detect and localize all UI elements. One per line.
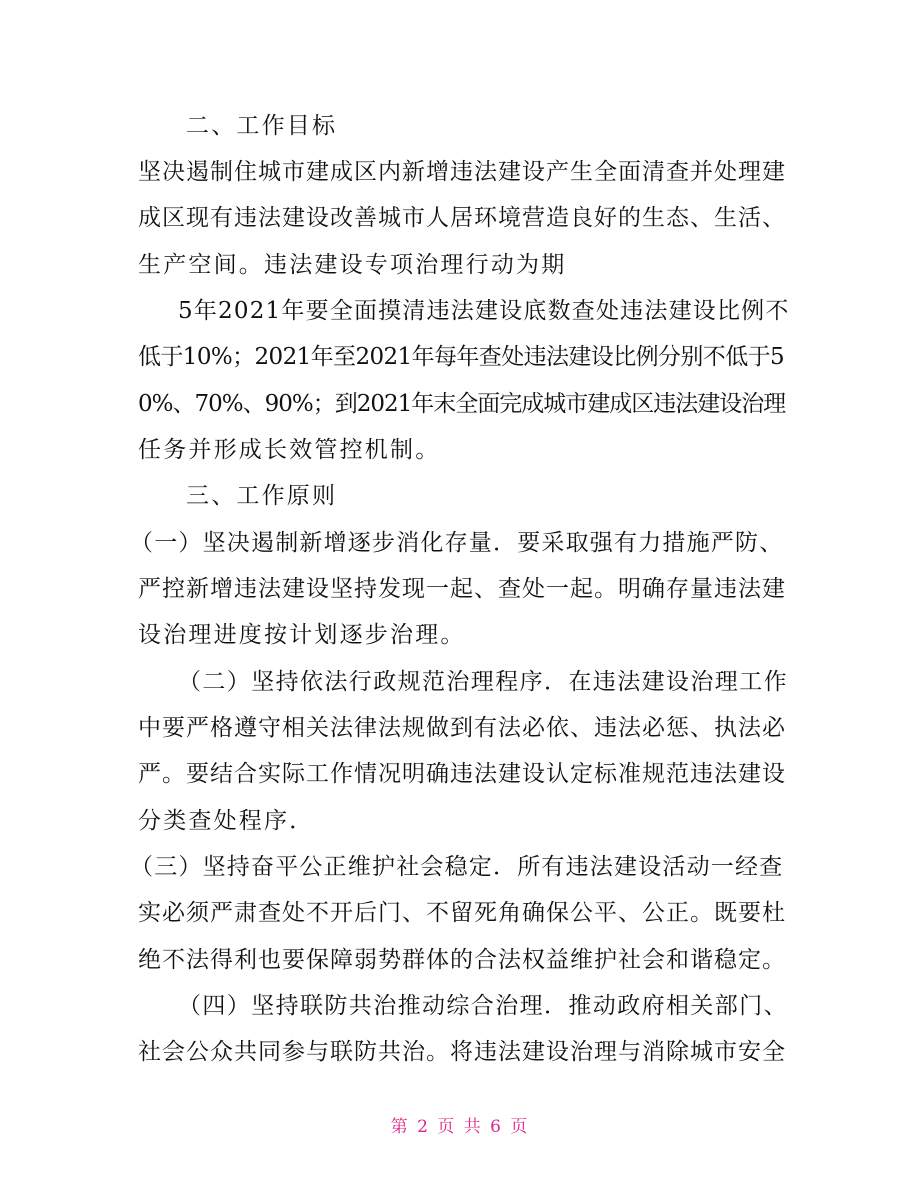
paragraph-line: （二）坚持依法行政规范治理程序．在违法建设治理工作 — [178, 669, 788, 695]
paragraph-line: （四）坚持联防共治推动综合治理．推动政府相关部门、 — [178, 993, 788, 1019]
section-heading-principles: 三、工作原则 — [186, 483, 338, 509]
paragraph-line: 中要严格遵守相关法律法规做到有法必依、违法必惩、执法必 — [138, 715, 786, 741]
paragraph-line: （三）坚持奋平公正维护社会稳定．所有违法建设活动一经查 — [130, 854, 784, 880]
paragraph-line: 坚决遏制住城市建成区内新增违法建设产生全面清查并处理建 — [138, 159, 786, 185]
paragraph-line: 实必须严肃查处不开后门、不留死角确保公平、公正。既要杜 — [138, 900, 786, 926]
paragraph-line: 生产空间。违法建设专项治理行动为期 — [138, 252, 567, 278]
page-number-footer: 第 2 页 共 6 页 — [390, 1117, 530, 1137]
paragraph-line: 5年2021年要全面摸清违法建设底数查处违法建设比例不 — [178, 298, 790, 324]
paragraph-line: 严。要结合实际工作情况明确违法建设认定标准规范违法建设 — [138, 761, 786, 787]
paragraph-line: 低于10%；2021年至2021年每年查处违法建设比例分别不低于5 — [138, 344, 785, 370]
paragraph-line: 设治理进度按计划逐步治理。 — [138, 622, 466, 648]
paragraph-line: 任务并形成长效管控机制。 — [138, 437, 441, 463]
paragraph-line: 绝不法得利也要保障弱势群体的合法权益维护社会和谐稳定。 — [138, 947, 786, 973]
paragraph-line: 成区现有违法建设改善城市人居环境营造良好的生态、生活、 — [138, 205, 786, 231]
paragraph-line: 分类查处程序． — [138, 808, 315, 834]
paragraph-line: 社会公众共同参与联防共治。将违法建设治理与消除城市安全 — [138, 1039, 786, 1065]
section-heading-goals: 二、工作目标 — [186, 113, 338, 139]
paragraph-line: （一）坚决遏制新增逐步消化存量．要采取强有力措施严防、 — [130, 530, 784, 556]
paragraph-line: 严控新增违法建设坚持发现一起、查处一起。明确存量违法建 — [138, 576, 786, 602]
paragraph-line: 0%、70%、90%；到2021年末全面完成城市建成区违法建设治理 — [138, 391, 786, 417]
